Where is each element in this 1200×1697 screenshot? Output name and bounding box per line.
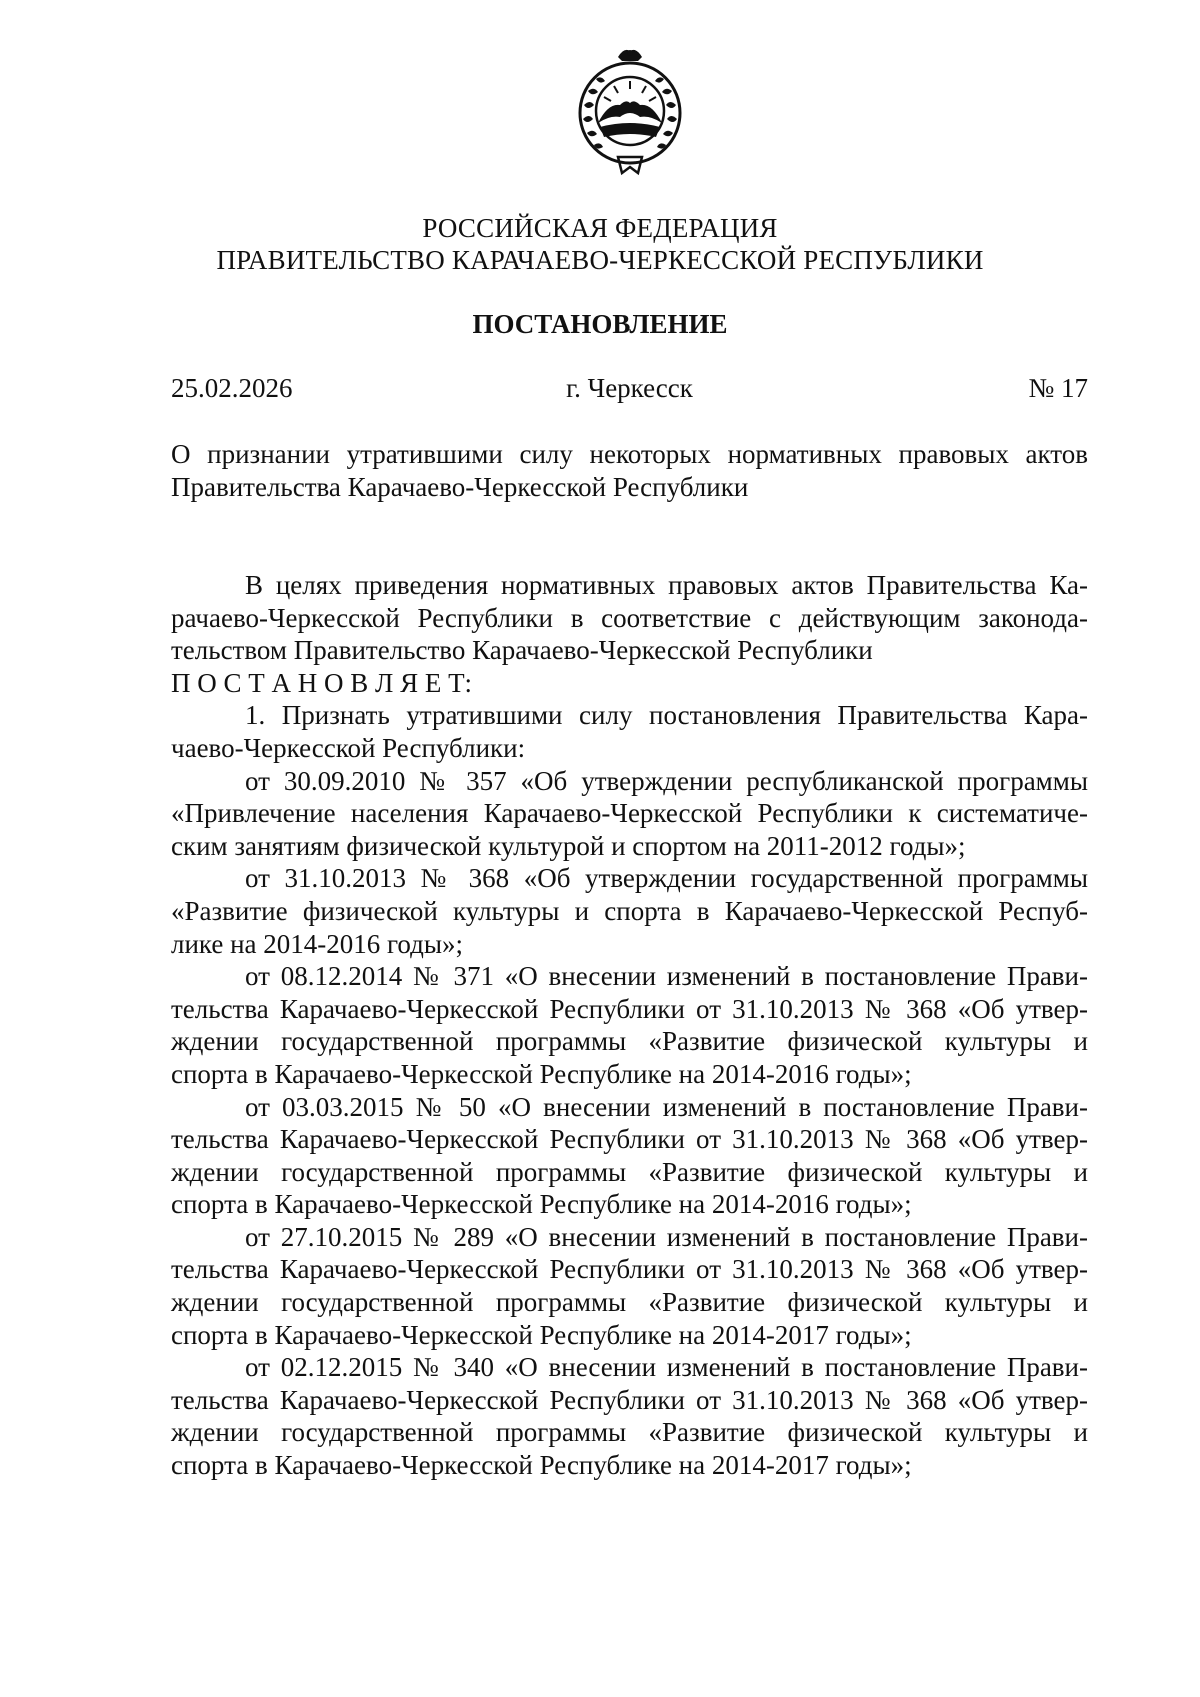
- body-line: «Привлечение населения Карачаево-Черкесской Республики к систематиче-: [171, 798, 1088, 829]
- date-line: [171, 373, 1088, 407]
- body-line: тельства Карачаево-Черкесской Республики от 31.10.2013 № 368 «Об утвер-: [171, 1384, 1088, 1415]
- document-city: г. Черкесск: [566, 373, 693, 403]
- header-government: ПРАВИТЕЛЬСТВО КАРАЧАЕВО-ЧЕРКЕССКОЙ РЕСПУБЛИКИ: [216, 245, 984, 275]
- body-line: ждении государственной программы «Развитие физической культуры и: [171, 1156, 1088, 1187]
- body-line: спорта в Карачаево-Черкесской Республике на 2014-2017 годы»;: [171, 1319, 912, 1350]
- body-line: от 02.12.2015 № 340 «О внесении изменений в постановление Прави-: [245, 1352, 1088, 1383]
- resolves-heading: П О С Т А Н О В Л Я Е Т:: [171, 667, 473, 698]
- body-line: рачаево-Черкесской Республики в соответствие с действующим законода-: [171, 602, 1088, 633]
- document-body: [171, 569, 1088, 1482]
- body-line: тельства Карачаево-Черкесской Республики от 31.10.2013 № 368 «Об утвер-: [171, 1254, 1088, 1285]
- body-line: тельством Правительство Карачаево-Черкесской Республики: [171, 635, 873, 666]
- document-number: № 17: [1028, 373, 1088, 403]
- body-line: ждении государственной программы «Развитие физической культуры и: [171, 1287, 1088, 1318]
- body-line: 1. Признать утратившими силу постановления Правительства Кара-: [245, 700, 1088, 731]
- body-line: от 03.03.2015 № 50 «О внесении изменений в постановление Прави-: [245, 1091, 1088, 1122]
- body-line: «Развитие физической культуры и спорта в Карачаево-Черкесской Респуб-: [171, 895, 1088, 926]
- header-country: РОССИЙСКАЯ ФЕДЕРАЦИЯ: [422, 213, 778, 243]
- body-line: лике на 2014-2016 годы»;: [171, 928, 464, 959]
- document-date: 25.02.2026: [171, 373, 293, 403]
- body-line: от 08.12.2014 № 371 «О внесении изменений в постановление Прави-: [245, 961, 1088, 992]
- body-line: спорта в Карачаево-Черкесской Республике на 2014-2016 годы»;: [171, 1189, 912, 1220]
- body-line: ждении государственной программы «Развитие физической культуры и: [171, 1026, 1088, 1057]
- body-line: от 30.09.2010 № 357 «Об утверждении республиканской программы: [245, 765, 1088, 796]
- body-line: чаево-Черкесской Республики:: [171, 732, 526, 763]
- document-type: ПОСТАНОВЛЕНИЕ: [472, 309, 728, 339]
- body-line: В целях приведения нормативных правовых актов Правительства Ка-: [245, 570, 1088, 600]
- document-title: [171, 438, 1088, 503]
- body-line: ждении государственной программы «Развитие физической культуры и: [171, 1417, 1088, 1448]
- title-line: О признании утратившими силу некоторых нормативных правовых актов: [171, 439, 1088, 469]
- body-line: спорта в Карачаево-Черкесской Республике на 2014-2016 годы»;: [171, 1058, 912, 1089]
- body-line: от 31.10.2013 № 368 «Об утверждении государственной программы: [245, 863, 1088, 894]
- title-line: Правительства Карачаево-Черкесской Республики: [171, 471, 749, 502]
- body-line: тельства Карачаево-Черкесской Республики от 31.10.2013 № 368 «Об утвер-: [171, 1124, 1088, 1155]
- body-line: от 27.10.2015 № 289 «О внесении изменений в постановление Прави-: [245, 1221, 1088, 1252]
- body-line: ским занятиям физической культурой и спортом на 2011-2012 годы»;: [171, 830, 966, 861]
- coat-of-arms-icon: [570, 45, 690, 180]
- body-line: тельства Карачаево-Черкесской Республики от 31.10.2013 № 368 «Об утвер-: [171, 993, 1088, 1024]
- body-line: спорта в Карачаево-Черкесской Республике на 2014-2017 годы»;: [171, 1450, 912, 1481]
